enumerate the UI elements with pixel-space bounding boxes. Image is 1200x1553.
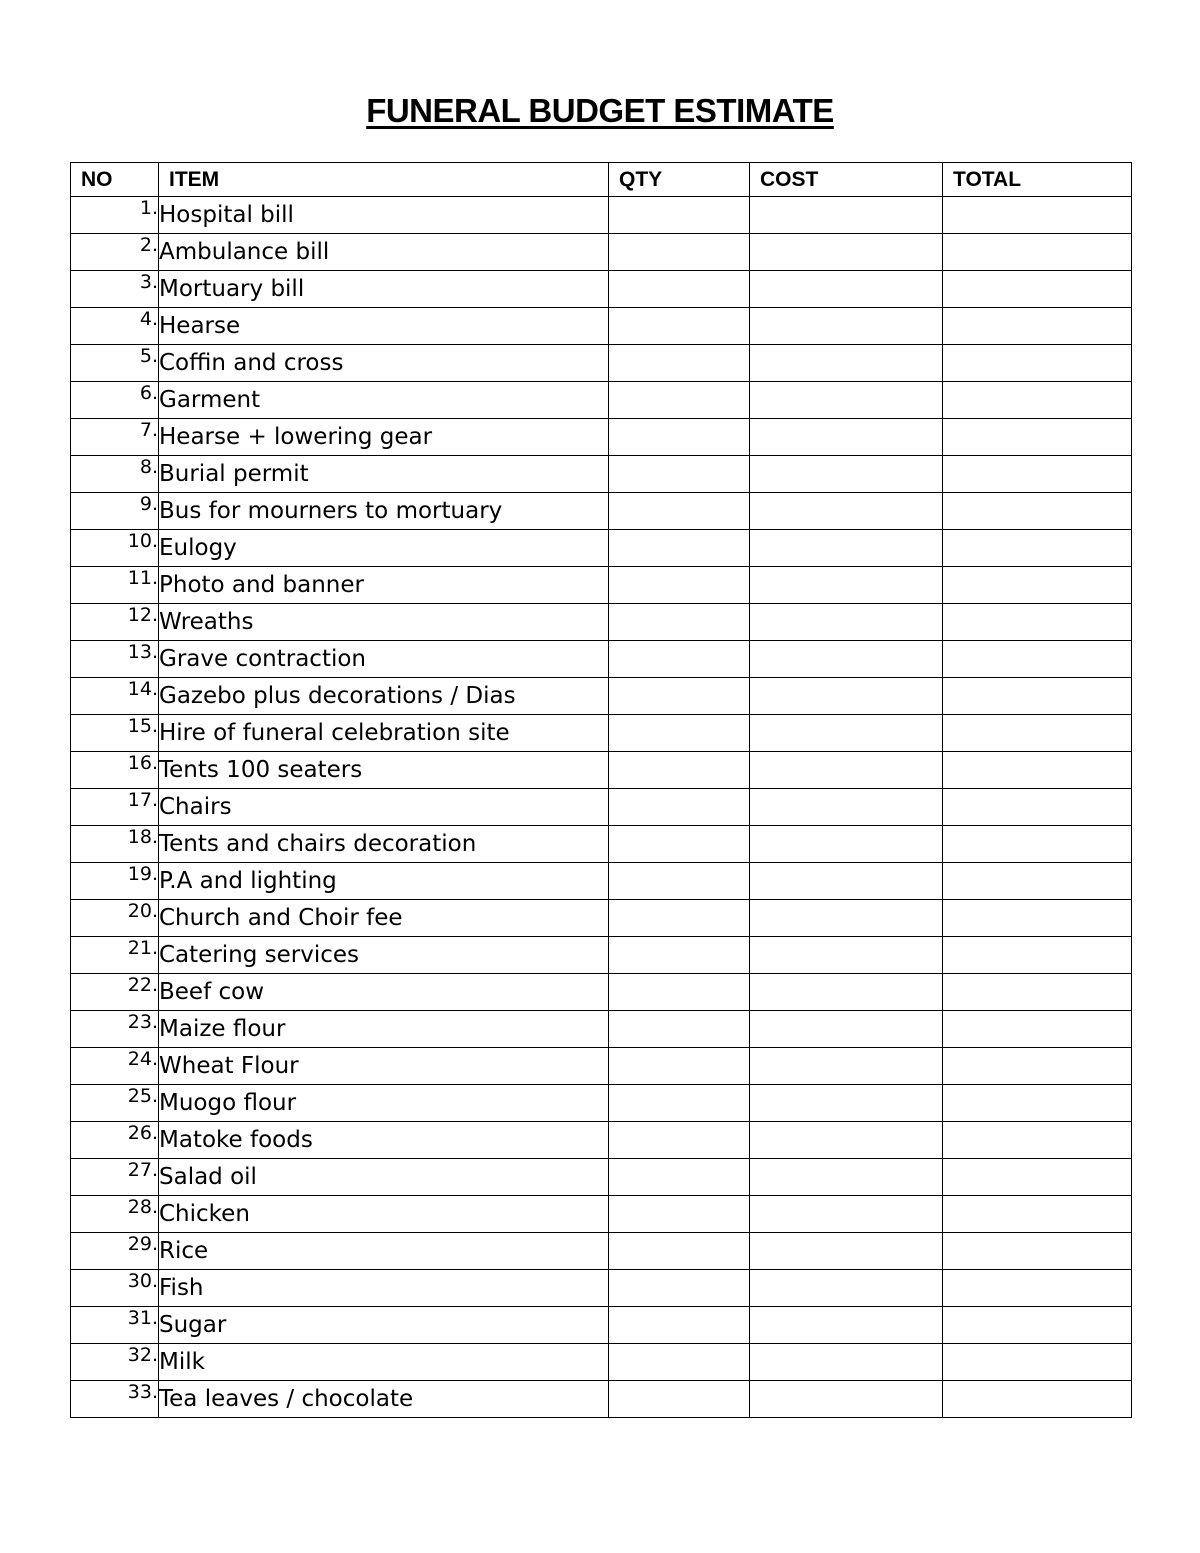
total-cell	[943, 456, 1132, 493]
table-row	[71, 530, 1132, 567]
total-cell	[943, 863, 1132, 900]
item-name: Wreaths	[159, 604, 609, 641]
cost-cell	[750, 752, 943, 789]
item-name: Hearse	[159, 308, 609, 345]
qty-cell	[609, 1011, 750, 1048]
qty-cell	[609, 1048, 750, 1085]
row-number: 8.	[71, 456, 159, 493]
cost-cell	[750, 1122, 943, 1159]
total-cell	[943, 1344, 1132, 1381]
header-cost: COST	[750, 163, 943, 197]
item-name: Matoke foods	[159, 1122, 609, 1159]
table-row	[71, 1307, 1132, 1344]
total-cell	[943, 1011, 1132, 1048]
row-number: 31.	[71, 1307, 159, 1344]
total-cell	[943, 234, 1132, 271]
total-cell	[943, 1381, 1132, 1418]
cost-cell	[750, 1085, 943, 1122]
budget-table-body	[71, 197, 1132, 1418]
qty-cell	[609, 974, 750, 1011]
item-name: Wheat Flour	[159, 1048, 609, 1085]
cost-cell	[750, 604, 943, 641]
qty-cell	[609, 419, 750, 456]
item-name: Church and Choir fee	[159, 900, 609, 937]
cost-cell	[750, 530, 943, 567]
cost-cell	[750, 1307, 943, 1344]
total-cell	[943, 1085, 1132, 1122]
row-number: 4.	[71, 308, 159, 345]
qty-cell	[609, 308, 750, 345]
total-cell	[943, 382, 1132, 419]
cost-cell	[750, 308, 943, 345]
row-number: 29.	[71, 1233, 159, 1270]
total-cell	[943, 752, 1132, 789]
table-row	[71, 1159, 1132, 1196]
item-name: Grave contraction	[159, 641, 609, 678]
cost-cell	[750, 345, 943, 382]
item-name: Tents 100 seaters	[159, 752, 609, 789]
row-number: 13.	[71, 641, 159, 678]
header-total: TOTAL	[943, 163, 1132, 197]
table-row	[71, 641, 1132, 678]
qty-cell	[609, 1196, 750, 1233]
row-number: 28.	[71, 1196, 159, 1233]
total-cell	[943, 1159, 1132, 1196]
item-name: Gazebo plus decorations / Dias	[159, 678, 609, 715]
table-row	[71, 900, 1132, 937]
cost-cell	[750, 900, 943, 937]
table-row	[71, 308, 1132, 345]
cost-cell	[750, 567, 943, 604]
table-header-row	[71, 163, 1132, 197]
cost-cell	[750, 715, 943, 752]
qty-cell	[609, 1085, 750, 1122]
cost-cell	[750, 826, 943, 863]
qty-cell	[609, 1307, 750, 1344]
cost-cell	[750, 974, 943, 1011]
table-row	[71, 456, 1132, 493]
item-name: Maize flour	[159, 1011, 609, 1048]
row-number: 20.	[71, 900, 159, 937]
total-cell	[943, 419, 1132, 456]
item-name: Hearse + lowering gear	[159, 419, 609, 456]
total-cell	[943, 826, 1132, 863]
qty-cell	[609, 641, 750, 678]
qty-cell	[609, 271, 750, 308]
qty-cell	[609, 1270, 750, 1307]
table-row	[71, 1011, 1132, 1048]
row-number: 12.	[71, 604, 159, 641]
table-row	[71, 1381, 1132, 1418]
cost-cell	[750, 937, 943, 974]
item-name: Tents and chairs decoration	[159, 826, 609, 863]
qty-cell	[609, 345, 750, 382]
row-number: 3.	[71, 271, 159, 308]
table-row	[71, 678, 1132, 715]
qty-cell	[609, 456, 750, 493]
row-number: 2.	[71, 234, 159, 271]
cost-cell	[750, 1381, 943, 1418]
row-number: 32.	[71, 1344, 159, 1381]
total-cell	[943, 1233, 1132, 1270]
item-name: Eulogy	[159, 530, 609, 567]
row-number: 27.	[71, 1159, 159, 1196]
total-cell	[943, 1196, 1132, 1233]
item-name: Catering services	[159, 937, 609, 974]
qty-cell	[609, 197, 750, 234]
total-cell	[943, 530, 1132, 567]
cost-cell	[750, 863, 943, 900]
row-number: 18.	[71, 826, 159, 863]
item-name: Mortuary bill	[159, 271, 609, 308]
row-number: 21.	[71, 937, 159, 974]
total-cell	[943, 604, 1132, 641]
table-row	[71, 1344, 1132, 1381]
item-name: P.A and lighting	[159, 863, 609, 900]
budget-table	[70, 162, 1132, 1418]
table-row	[71, 1085, 1132, 1122]
total-cell	[943, 308, 1132, 345]
total-cell	[943, 271, 1132, 308]
page-title: FUNERAL BUDGET ESTIMATE	[366, 92, 834, 129]
qty-cell	[609, 715, 750, 752]
item-name: Beef cow	[159, 974, 609, 1011]
qty-cell	[609, 1344, 750, 1381]
table-row	[71, 419, 1132, 456]
total-cell	[943, 974, 1132, 1011]
total-cell	[943, 1048, 1132, 1085]
table-row	[71, 752, 1132, 789]
table-row	[71, 826, 1132, 863]
row-number: 25.	[71, 1085, 159, 1122]
qty-cell	[609, 789, 750, 826]
row-number: 6.	[71, 382, 159, 419]
cost-cell	[750, 493, 943, 530]
row-number: 15.	[71, 715, 159, 752]
qty-cell	[609, 937, 750, 974]
item-name: Photo and banner	[159, 567, 609, 604]
item-name: Garment	[159, 382, 609, 419]
cost-cell	[750, 1196, 943, 1233]
cost-cell	[750, 678, 943, 715]
header-item: ITEM	[159, 163, 609, 197]
total-cell	[943, 567, 1132, 604]
row-number: 19.	[71, 863, 159, 900]
total-cell	[943, 678, 1132, 715]
total-cell	[943, 641, 1132, 678]
qty-cell	[609, 382, 750, 419]
header-no: NO	[71, 163, 159, 197]
table-row	[71, 1122, 1132, 1159]
row-number: 24.	[71, 1048, 159, 1085]
table-row	[71, 567, 1132, 604]
row-number: 1.	[71, 197, 159, 234]
item-name: Tea leaves / chocolate	[159, 1381, 609, 1418]
total-cell	[943, 1270, 1132, 1307]
table-row	[71, 789, 1132, 826]
total-cell	[943, 789, 1132, 826]
item-name: Rice	[159, 1233, 609, 1270]
item-name: Hire of funeral celebration site	[159, 715, 609, 752]
row-number: 14.	[71, 678, 159, 715]
cost-cell	[750, 641, 943, 678]
cost-cell	[750, 1270, 943, 1307]
qty-cell	[609, 1381, 750, 1418]
total-cell	[943, 345, 1132, 382]
cost-cell	[750, 789, 943, 826]
item-name: Bus for mourners to mortuary	[159, 493, 609, 530]
cost-cell	[750, 382, 943, 419]
item-name: Chairs	[159, 789, 609, 826]
item-name: Muogo flour	[159, 1085, 609, 1122]
cost-cell	[750, 419, 943, 456]
cost-cell	[750, 456, 943, 493]
item-name: Chicken	[159, 1196, 609, 1233]
table-row	[71, 493, 1132, 530]
table-row	[71, 604, 1132, 641]
total-cell	[943, 493, 1132, 530]
item-name: Coffin and cross	[159, 345, 609, 382]
table-row	[71, 345, 1132, 382]
table-row	[71, 1270, 1132, 1307]
table-row	[71, 937, 1132, 974]
row-number: 10.	[71, 530, 159, 567]
table-row	[71, 197, 1132, 234]
cost-cell	[750, 1011, 943, 1048]
total-cell	[943, 900, 1132, 937]
qty-cell	[609, 1233, 750, 1270]
total-cell	[943, 197, 1132, 234]
item-name: Burial permit	[159, 456, 609, 493]
table-row	[71, 974, 1132, 1011]
total-cell	[943, 937, 1132, 974]
qty-cell	[609, 1122, 750, 1159]
table-row	[71, 1196, 1132, 1233]
qty-cell	[609, 863, 750, 900]
qty-cell	[609, 900, 750, 937]
total-cell	[943, 1307, 1132, 1344]
qty-cell	[609, 752, 750, 789]
cost-cell	[750, 234, 943, 271]
qty-cell	[609, 530, 750, 567]
item-name: Salad oil	[159, 1159, 609, 1196]
row-number: 26.	[71, 1122, 159, 1159]
row-number: 5.	[71, 345, 159, 382]
row-number: 9.	[71, 493, 159, 530]
row-number: 22.	[71, 974, 159, 1011]
row-number: 23.	[71, 1011, 159, 1048]
cost-cell	[750, 1344, 943, 1381]
qty-cell	[609, 567, 750, 604]
item-name: Hospital bill	[159, 197, 609, 234]
row-number: 30.	[71, 1270, 159, 1307]
table-row	[71, 234, 1132, 271]
row-number: 33.	[71, 1381, 159, 1418]
qty-cell	[609, 493, 750, 530]
item-name: Sugar	[159, 1307, 609, 1344]
header-qty: QTY	[609, 163, 750, 197]
table-row	[71, 863, 1132, 900]
cost-cell	[750, 1233, 943, 1270]
cost-cell	[750, 1048, 943, 1085]
row-number: 11.	[71, 567, 159, 604]
cost-cell	[750, 1159, 943, 1196]
qty-cell	[609, 826, 750, 863]
table-row	[71, 1048, 1132, 1085]
qty-cell	[609, 604, 750, 641]
row-number: 7.	[71, 419, 159, 456]
total-cell	[943, 1122, 1132, 1159]
cost-cell	[750, 197, 943, 234]
row-number: 16.	[71, 752, 159, 789]
item-name: Ambulance bill	[159, 234, 609, 271]
table-row	[71, 382, 1132, 419]
qty-cell	[609, 234, 750, 271]
table-row	[71, 271, 1132, 308]
table-row	[71, 1233, 1132, 1270]
total-cell	[943, 715, 1132, 752]
cost-cell	[750, 271, 943, 308]
table-row	[71, 715, 1132, 752]
row-number: 17.	[71, 789, 159, 826]
qty-cell	[609, 678, 750, 715]
item-name: Fish	[159, 1270, 609, 1307]
item-name: Milk	[159, 1344, 609, 1381]
qty-cell	[609, 1159, 750, 1196]
